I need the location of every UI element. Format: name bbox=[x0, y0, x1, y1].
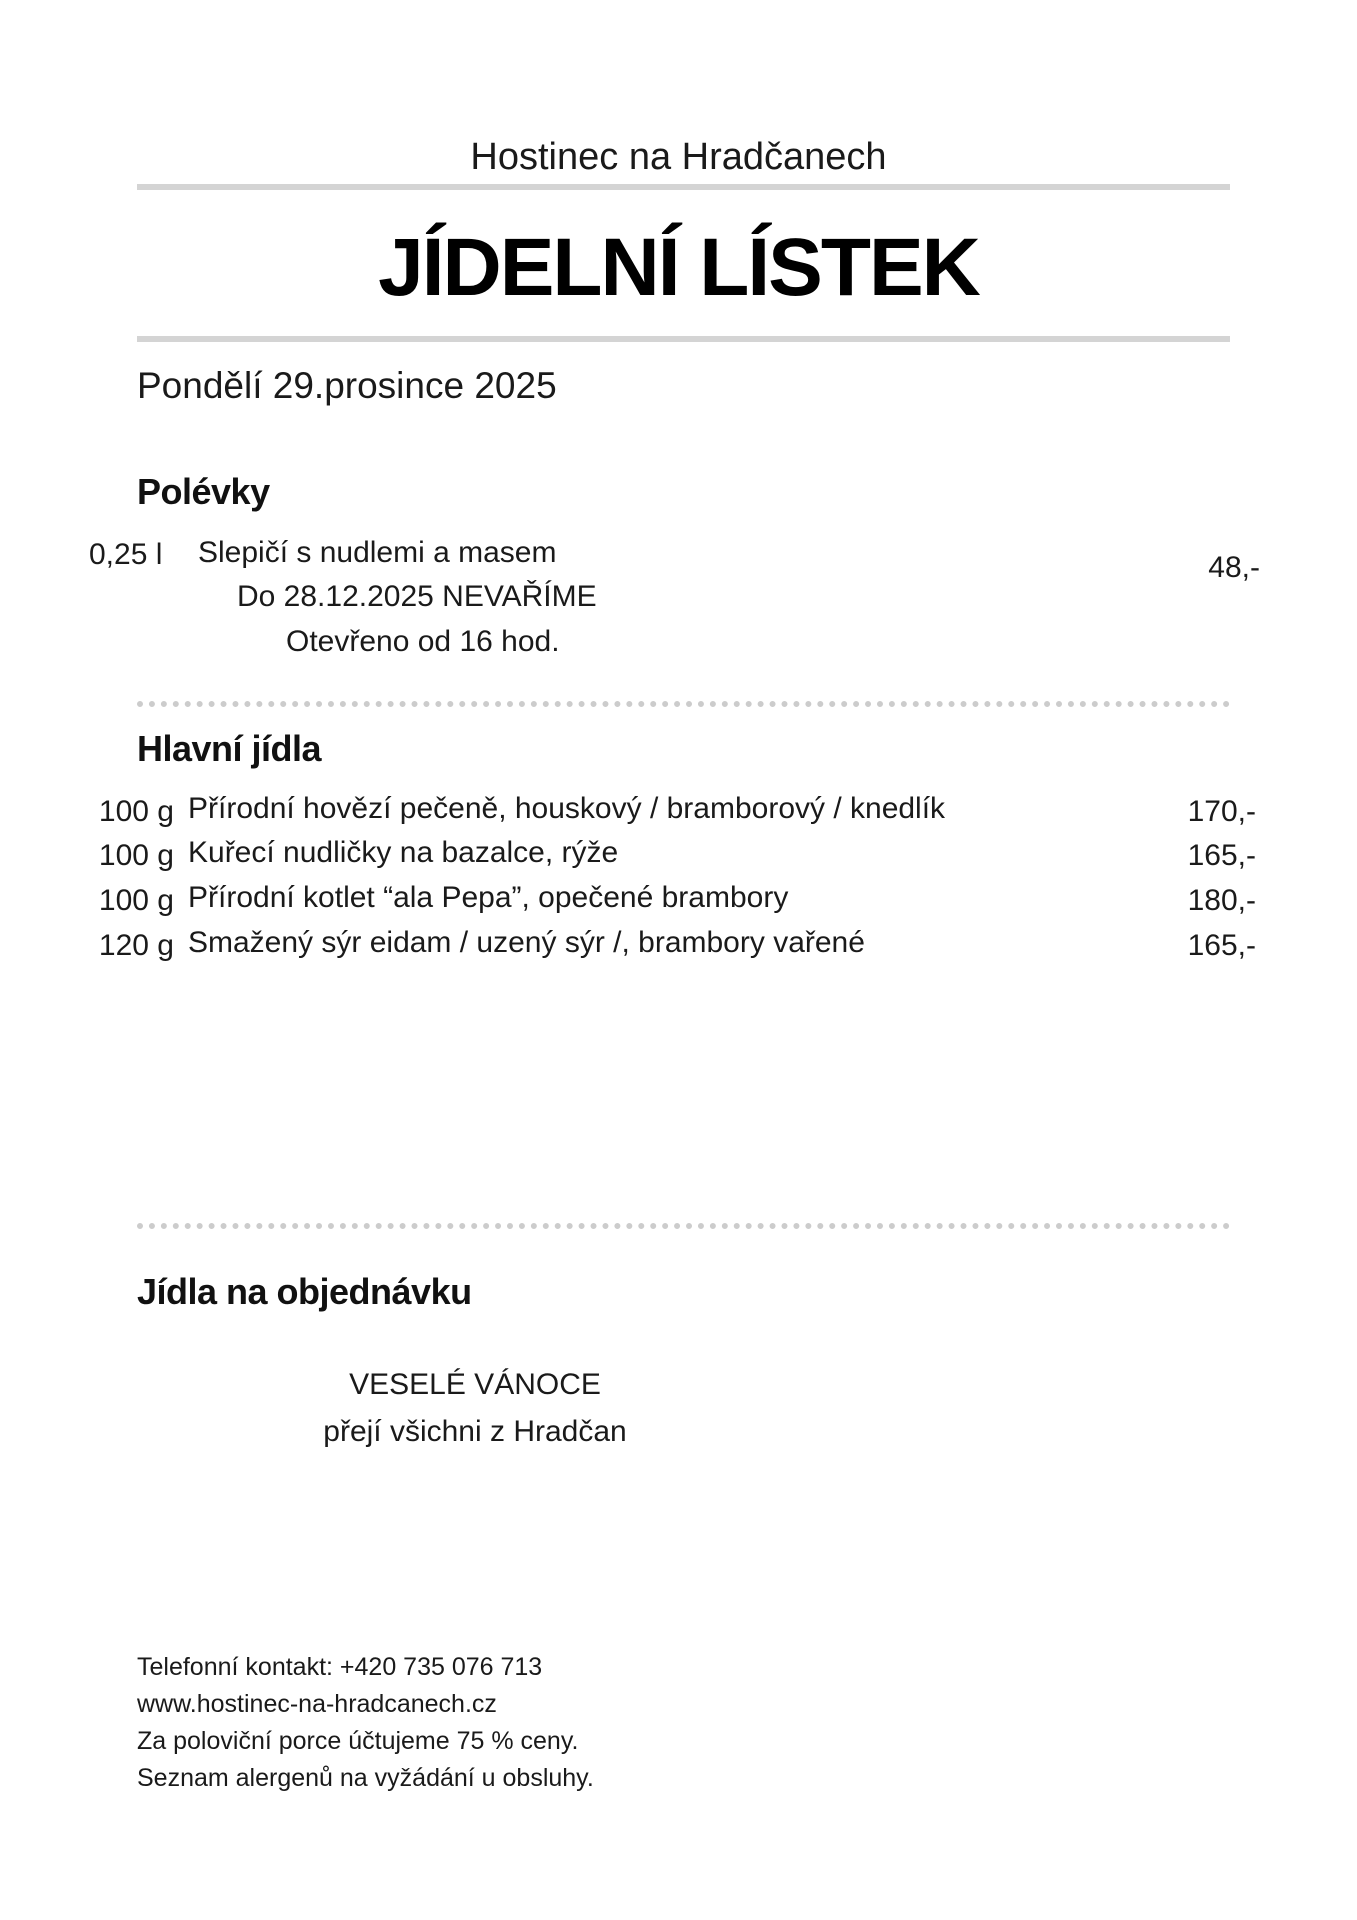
soup-quantity: 0,25 l bbox=[89, 538, 163, 571]
soup-note-closed: Do 28.12.2025 NEVAŘÍME bbox=[237, 580, 597, 613]
main-dish-price: 165,- bbox=[1187, 929, 1256, 962]
soup-price: 48,- bbox=[1208, 551, 1260, 584]
mains-heading: Hlavní jídla bbox=[137, 728, 322, 769]
main-dish-price: 180,- bbox=[1187, 884, 1256, 917]
soup-name: Slepičí s nudlemi a masem bbox=[198, 536, 557, 569]
orders-heading: Jídla na objednávku bbox=[137, 1271, 472, 1312]
main-dish-name: Přírodní hovězí pečeně, houskový / bramborový / knedlík bbox=[188, 792, 946, 825]
main-dish-quantity: 120 g bbox=[98, 929, 174, 962]
main-dish-name: Smažený sýr eidam / uzený sýr /, brambory vařené bbox=[188, 926, 865, 959]
main-dish-quantity: 100 g bbox=[98, 839, 174, 872]
menu-title: JÍDELNÍ LÍSTEK bbox=[378, 222, 979, 313]
main-dish-quantity: 100 g bbox=[98, 884, 174, 917]
footer-phone: Telefonní kontakt: +420 735 076 713 bbox=[137, 1653, 543, 1681]
main-dish-price: 165,- bbox=[1187, 839, 1256, 872]
main-dish-price: 170,- bbox=[1187, 795, 1256, 828]
header-divider-bottom bbox=[137, 336, 1230, 342]
section-divider-soups bbox=[137, 701, 1230, 707]
soup-note-opening: Otevřeno od 16 hod. bbox=[286, 625, 560, 658]
main-dish-name: Přírodní kotlet “ala Pepa”, opečené brambory bbox=[188, 881, 789, 914]
greeting-line-1: VESELÉ VÁNOCE bbox=[349, 1368, 601, 1401]
restaurant-name: Hostinec na Hradčanech bbox=[470, 136, 887, 178]
footer-website: www.hostinec-na-hradcanech.cz bbox=[137, 1690, 497, 1718]
greeting-line-2: přejí všichni z Hradčan bbox=[323, 1415, 627, 1448]
main-dish-name: Kuřecí nudličky na bazalce, rýže bbox=[188, 836, 619, 869]
header-divider-top bbox=[137, 184, 1230, 190]
section-divider-mains bbox=[137, 1223, 1230, 1229]
menu-date: Pondělí 29.prosince 2025 bbox=[137, 365, 557, 406]
main-dish-quantity: 100 g bbox=[98, 795, 174, 828]
soups-heading: Polévky bbox=[137, 471, 270, 512]
footer-half-portion-note: Za poloviční porce účtujeme 75 % ceny. bbox=[137, 1727, 579, 1755]
footer-allergens-note: Seznam alergenů na vyžádání u obsluhy. bbox=[137, 1764, 594, 1792]
